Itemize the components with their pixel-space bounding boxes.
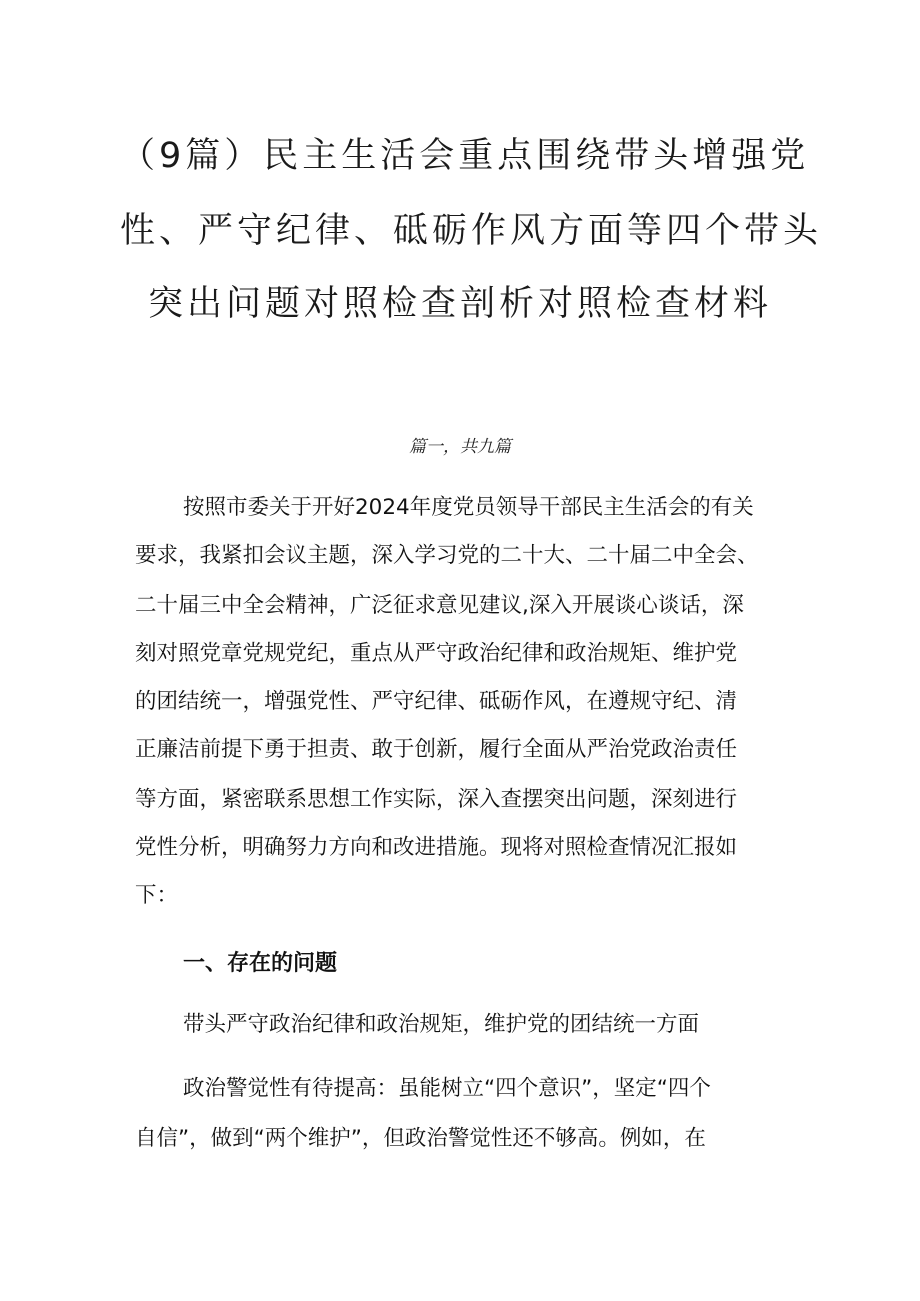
intro-line-5: 的团结统一，增强党性、严守纪律、砥砺作风，在遵规守纪、清: [135, 689, 738, 714]
intro-line-7: 等方面，紧密联系思想工作实际，深入查摆突出问题，深刻进行: [135, 787, 738, 812]
subsection-title: 带头严守政治纪律和政治规矩，维护党的团结统一方面: [183, 1012, 700, 1037]
intro-line-9: 下：: [135, 883, 179, 908]
body-line-1: 政治警觉性有待提高：虽能树立“四个意识”，坚定“四个: [183, 1076, 711, 1101]
intro-line-1: 按照市委关于开好2024年度党员领导干部民主生活会的有关: [183, 495, 754, 520]
document-subtitle: 篇一，共九篇: [409, 437, 511, 457]
section-heading: 一、存在的问题: [183, 951, 338, 976]
document-title-line-1: （9篇）民主生活会重点围绕带头增强党: [120, 136, 810, 176]
document-title-line-2: 性、严守纪律、砥砺作风方面等四个带头: [120, 211, 823, 251]
body-line-2: 自信”，做到“两个维护”，但政治警觉性还不够高。例如，在: [135, 1126, 706, 1151]
intro-line-6: 正廉洁前提下勇于担责、敢于创新，履行全面从严治党政治责任: [135, 737, 738, 762]
intro-line-3: 二十届三中全会精神，广泛征求意见建议,深入开展谈心谈话，深: [135, 593, 744, 618]
intro-line-8: 党性分析，明确努力方向和改进措施。现将对照检查情况汇报如: [135, 835, 738, 860]
intro-line-4: 刻对照党章党规党纪，重点从严守政治纪律和政治规矩、维护党: [135, 641, 738, 666]
document-title-line-3: 突出问题对照检查剖析对照检查材料: [147, 284, 772, 324]
intro-line-2: 要求，我紧扣会议主题，深入学习党的二十大、二十届二中全会、: [135, 543, 759, 568]
